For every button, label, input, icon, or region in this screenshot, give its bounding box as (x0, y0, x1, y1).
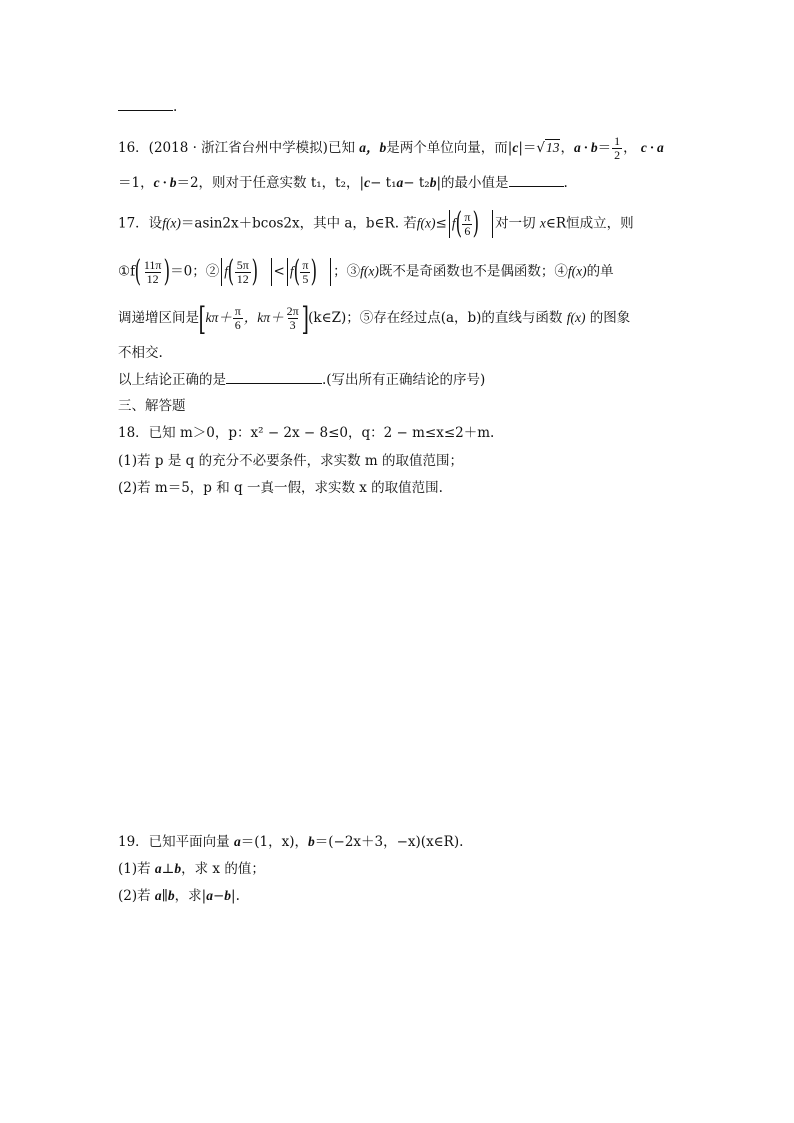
q18-line3: (2)若 m＝5，p 和 q 一真一假，求实数 x 的取值范围. (118, 480, 443, 496)
q18-line1: 18．已知 m＞0，p：x² − 2x − 8≤0，q：2 − m≤x≤2＋m. (118, 425, 495, 441)
paren-right: ) (251, 254, 258, 289)
bracket-right: ] (301, 299, 309, 338)
fraction-pi-6: $\frac{\pi}{6}$ (234, 304, 241, 332)
fraction-pi-5: $\frac{\pi}{5}$ (302, 257, 309, 286)
prev-answer-line: . (118, 96, 177, 117)
q19-line1: 19．已知平面向量 a＝(1，x)，b＝(−2x＋3，−x)(x∈R). (118, 834, 464, 850)
paren-left: ( (227, 254, 235, 289)
paren-left: ( (293, 254, 300, 289)
q17-line4: 不相交. (118, 345, 163, 361)
bracket-left: [ (198, 299, 206, 338)
q17-line3: 调递增区间是[kπ＋ $\frac{\pi}{6}$ ，kπ＋ $\frac{2\pi}{3}$ ](k∈Z)；⑤存在经过点(a，b)的直线与函数 f(x) 的图象 (118, 299, 631, 338)
sqrt-symbol: √ (536, 140, 545, 156)
section-heading: 三、解答题 (118, 398, 186, 414)
q17-line1: 17．设f(x)＝asin2x＋bcos2x，其中 a，b∈R. 若f(x)≤ f( $\frac{\pi}{6}$ ) 对一切 x∈R恒成立，则 (118, 206, 634, 241)
answer-blank-17[interactable] (226, 369, 322, 384)
abs-bar (330, 258, 331, 286)
q19-line2: (1)若 a⊥b，求 x 的值； (118, 861, 265, 877)
fraction-pi-6: $\frac{\pi}{6}$ (464, 209, 471, 238)
q16-line1: 16．(2018 · 浙江省台州中学模拟)已知 a，b是两个单位向量，而|c|＝√13，a · b＝ $\frac{1}{2}$ ， c · a (118, 134, 664, 162)
paren-right: ) (311, 254, 318, 289)
paren-left: ( (134, 254, 142, 289)
answer-blank[interactable] (118, 96, 173, 111)
fraction-2pi-3: $\frac{2\pi}{3}$ (286, 304, 299, 332)
q17-line5: 以上结论正确的是 .(写出所有正确结论的序号) (118, 369, 485, 390)
q19-line3: (2)若 a∥b，求|a−b|. (118, 888, 240, 904)
fraction-5pi-12: $\frac{5\pi}{12}$ (236, 257, 249, 286)
q17-line2: ①f( $\frac{11\pi}{12}$ )＝0；② f( $\frac{5\pi}{12}$ ) < f( $\frac{\pi}{5}$ ) ；③f(x)既不是奇函数也不是偶函数；④f(x)的单 (118, 254, 614, 289)
paren-right: ) (473, 206, 480, 241)
abs-bar (271, 258, 272, 286)
abs-bar (449, 210, 450, 238)
paren-right: ) (164, 254, 171, 289)
abs-bar (221, 258, 222, 286)
q18-line2: (1)若 p 是 q 的充分不必要条件，求实数 m 的取值范围； (118, 453, 463, 469)
paren-left: ( (455, 206, 462, 241)
abs-bar (287, 258, 288, 286)
q16-line2: ＝1，c · b＝2，则对于任意实数 t₁，t₂，|c− t₁a− t₂b|的最小值是 . (118, 172, 568, 193)
abs-bar (492, 210, 493, 238)
fraction-11pi-12: $\frac{11\pi}{12}$ (143, 257, 162, 286)
fraction-half: $\frac{1}{2}$ (614, 134, 621, 162)
answer-blank-16[interactable] (509, 172, 564, 187)
